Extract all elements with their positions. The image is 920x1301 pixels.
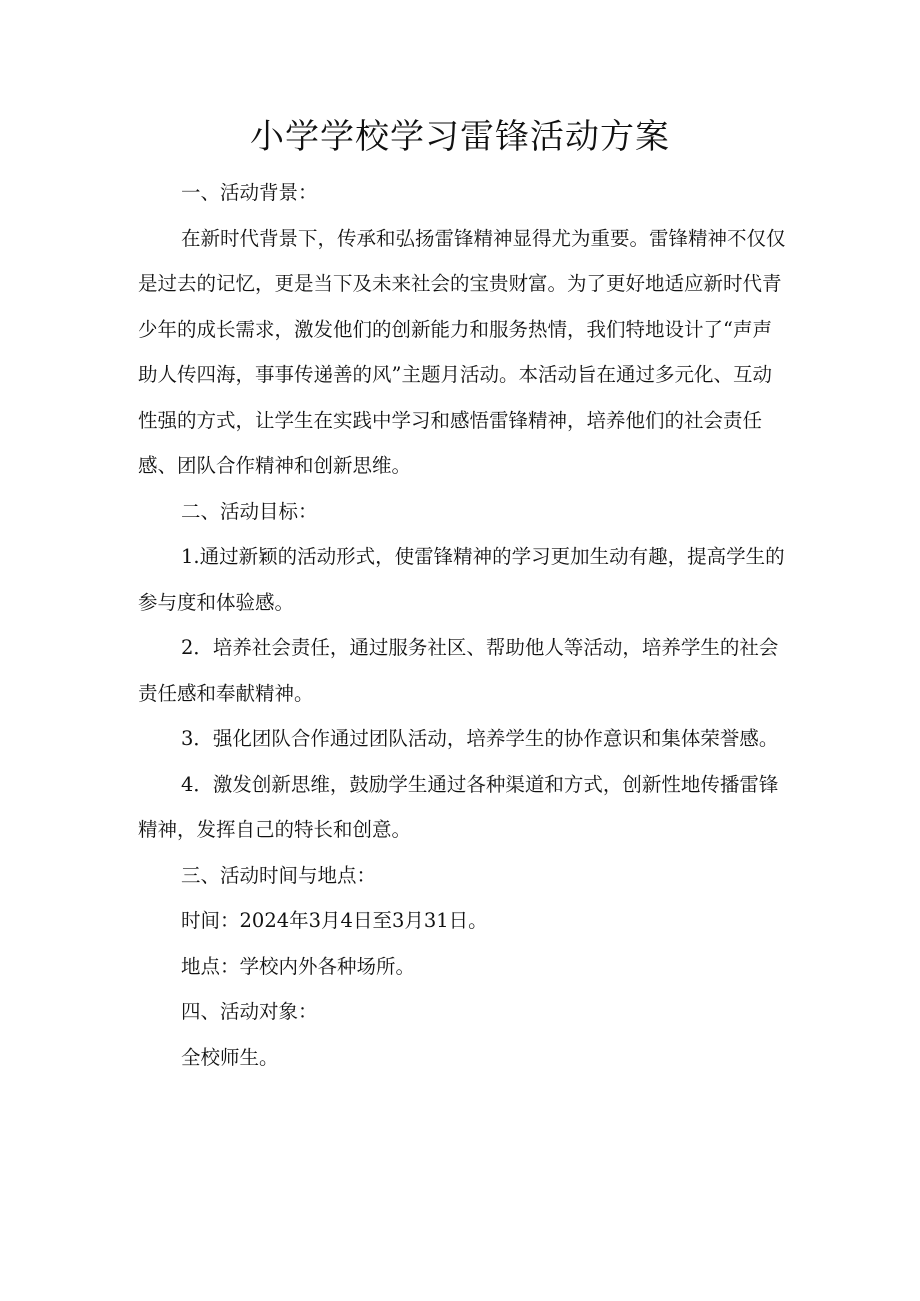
time-line: 时间：2024年3月4日至3月31日。: [181, 909, 488, 932]
section-heading-background: 一、活动背景：: [181, 181, 318, 204]
section-heading-time-place: 三、活动时间与地点：: [181, 863, 377, 887]
goal-item-2: 2．培养社会责任，通过服务社区、帮助他人等活动，培养学生的社会责任感和奉献精神。: [138, 636, 779, 705]
goal-item-3: 3．强化团队合作通过团队活动，培养学生的协作意识和集体荣誉感。: [181, 727, 779, 750]
document-title: 小学学校学习雷锋活动方案: [250, 117, 670, 157]
section-heading-participants: 四、活动对象：: [181, 1000, 318, 1023]
goal-item-1: 1.通过新颖的活动形式，使雷锋精神的学习更加生动有趣，提高学生的参与度和体验感。: [138, 545, 785, 614]
place-line: 地点：学校内外各种场所。: [181, 954, 416, 978]
participants-line: 全校师生。: [181, 1045, 279, 1069]
section-heading-goals: 二、活动目标：: [181, 499, 318, 523]
document-body: [138, 170, 788, 1080]
background-paragraph: 在新时代背景下，传承和弘扬雷锋精神显得尤为重要。雷锋精神不仅仅是过去的记忆，更是当下及未来社会的宝贵财富。为了更好地适应新时代青少年的成长需求，激发他们的创新能力和服务热情，我们特地设计了“声声助人传四海，事事传递善的风”主题月活动。本活动旨在通过多元化、互动性强的方式，让学生在实践中学习和感悟雷锋精神，培养他们的社会责任感、团队合作精神和创新思维。: [138, 226, 786, 477]
goal-item-4: 4．激发创新思维，鼓励学生通过各种渠道和方式，创新性地传播雷锋精神，发挥自己的特长和创意。: [138, 772, 779, 841]
